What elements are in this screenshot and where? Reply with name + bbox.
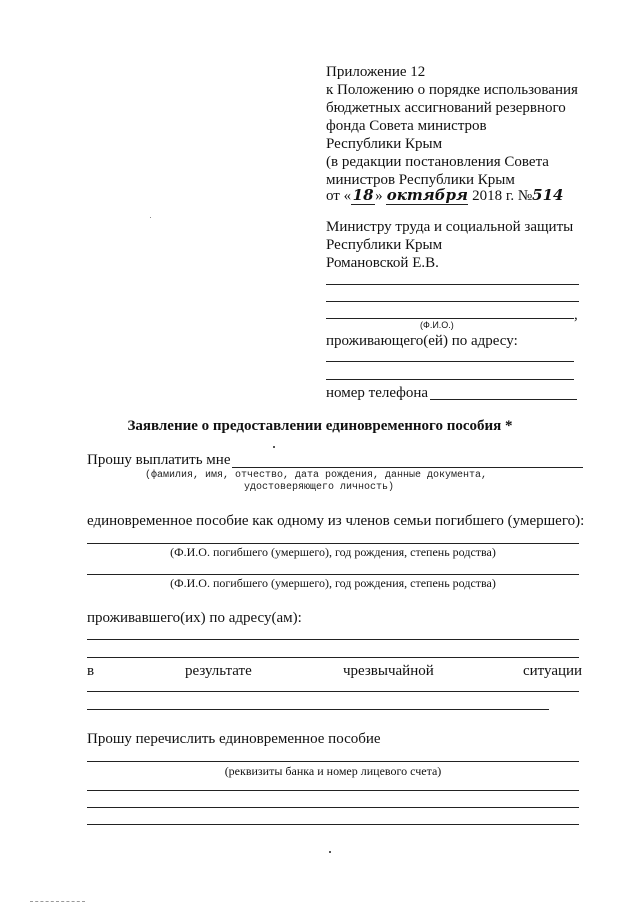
date-day: 18 <box>352 186 374 204</box>
deceased-field-line[interactable] <box>87 543 579 544</box>
pay-me-label: Прошу выплатить мне <box>87 452 231 468</box>
date-month: октября <box>386 186 468 204</box>
transfer-label: Прошу перечислить единовременное пособие <box>87 731 381 747</box>
scan-speck <box>329 851 331 853</box>
deceased-hint: (Ф.И.О. погибшего (умершего), год рождения, степень родства) <box>170 545 496 559</box>
fio-field-line[interactable] <box>326 284 579 285</box>
lived-at-field-line[interactable] <box>87 639 579 640</box>
appendix-line: министров Республики Крым <box>326 172 515 188</box>
phone-field-line[interactable] <box>430 399 577 400</box>
address-field-line[interactable] <box>326 361 574 362</box>
date-year: 2018 г. № <box>472 188 533 204</box>
emergency-word: результате <box>185 663 252 679</box>
appendix-line: к Положению о порядке использования <box>326 82 578 98</box>
fio-hint: (Ф.И.О.) <box>420 320 454 330</box>
pay-me-hint: (фамилия, имя, отчество, дата рождения, данные документа, <box>145 470 488 481</box>
address-field-line[interactable] <box>326 379 574 380</box>
scan-edge-mark <box>30 901 85 903</box>
appendix-line: бюджетных ассигнований резервного <box>326 100 566 116</box>
date-mid: » <box>375 188 383 204</box>
address-label: проживающего(ей) по адресу: <box>326 333 518 349</box>
appendix-line: (в редакции постановления Совета <box>326 154 549 170</box>
fio-comma: , <box>574 307 578 323</box>
emergency-word: ситуации <box>523 663 583 679</box>
appendix-line: Республики Крым <box>326 136 443 152</box>
lived-at-label: проживавшего(их) по адресу(ам): <box>87 610 302 626</box>
bank-hint: (реквизиты банка и номер лицевого счета) <box>224 764 442 778</box>
scan-speck <box>150 217 151 218</box>
appendix-line: фонда Совета министров <box>326 118 487 134</box>
addressee-line: Республики Крым <box>326 237 443 253</box>
bank-field-line[interactable] <box>87 761 579 762</box>
addressee-line: Романовской Е.В. <box>326 255 439 271</box>
emergency-word: в <box>87 663 95 679</box>
bank-field-line[interactable] <box>87 790 579 791</box>
date-prefix: от « <box>326 188 352 204</box>
emergency-field-line[interactable] <box>87 691 579 692</box>
appendix-title: Приложение 12 <box>326 64 426 80</box>
deceased-hint: (Ф.И.О. погибшего (умершего), год рождения, степень родства) <box>170 576 496 590</box>
deceased-field-line[interactable] <box>87 574 579 575</box>
family-member-text: единовременное пособие как одному из членов семьи погибшего (умершего): <box>87 513 585 529</box>
appendix-date <box>326 186 563 205</box>
scan-speck <box>273 446 275 448</box>
phone-label: номер телефона <box>326 385 429 401</box>
bank-field-line[interactable] <box>87 807 579 808</box>
pay-me-field-line[interactable] <box>232 467 583 468</box>
addressee-line: Министру труда и социальной защиты <box>326 219 574 235</box>
pay-me-hint: удостоверяющего личность) <box>244 482 395 493</box>
fio-field-line[interactable] <box>326 301 579 302</box>
emergency-word: чрезвычайной <box>343 663 434 679</box>
bank-field-line[interactable] <box>87 824 579 825</box>
emergency-field-line[interactable] <box>87 709 549 710</box>
lived-at-field-line[interactable] <box>87 657 579 658</box>
date-number: 514 <box>532 186 564 204</box>
document-title: Заявление о предоставлении единовременного пособия * <box>127 418 513 434</box>
fio-field-line[interactable] <box>326 318 574 319</box>
